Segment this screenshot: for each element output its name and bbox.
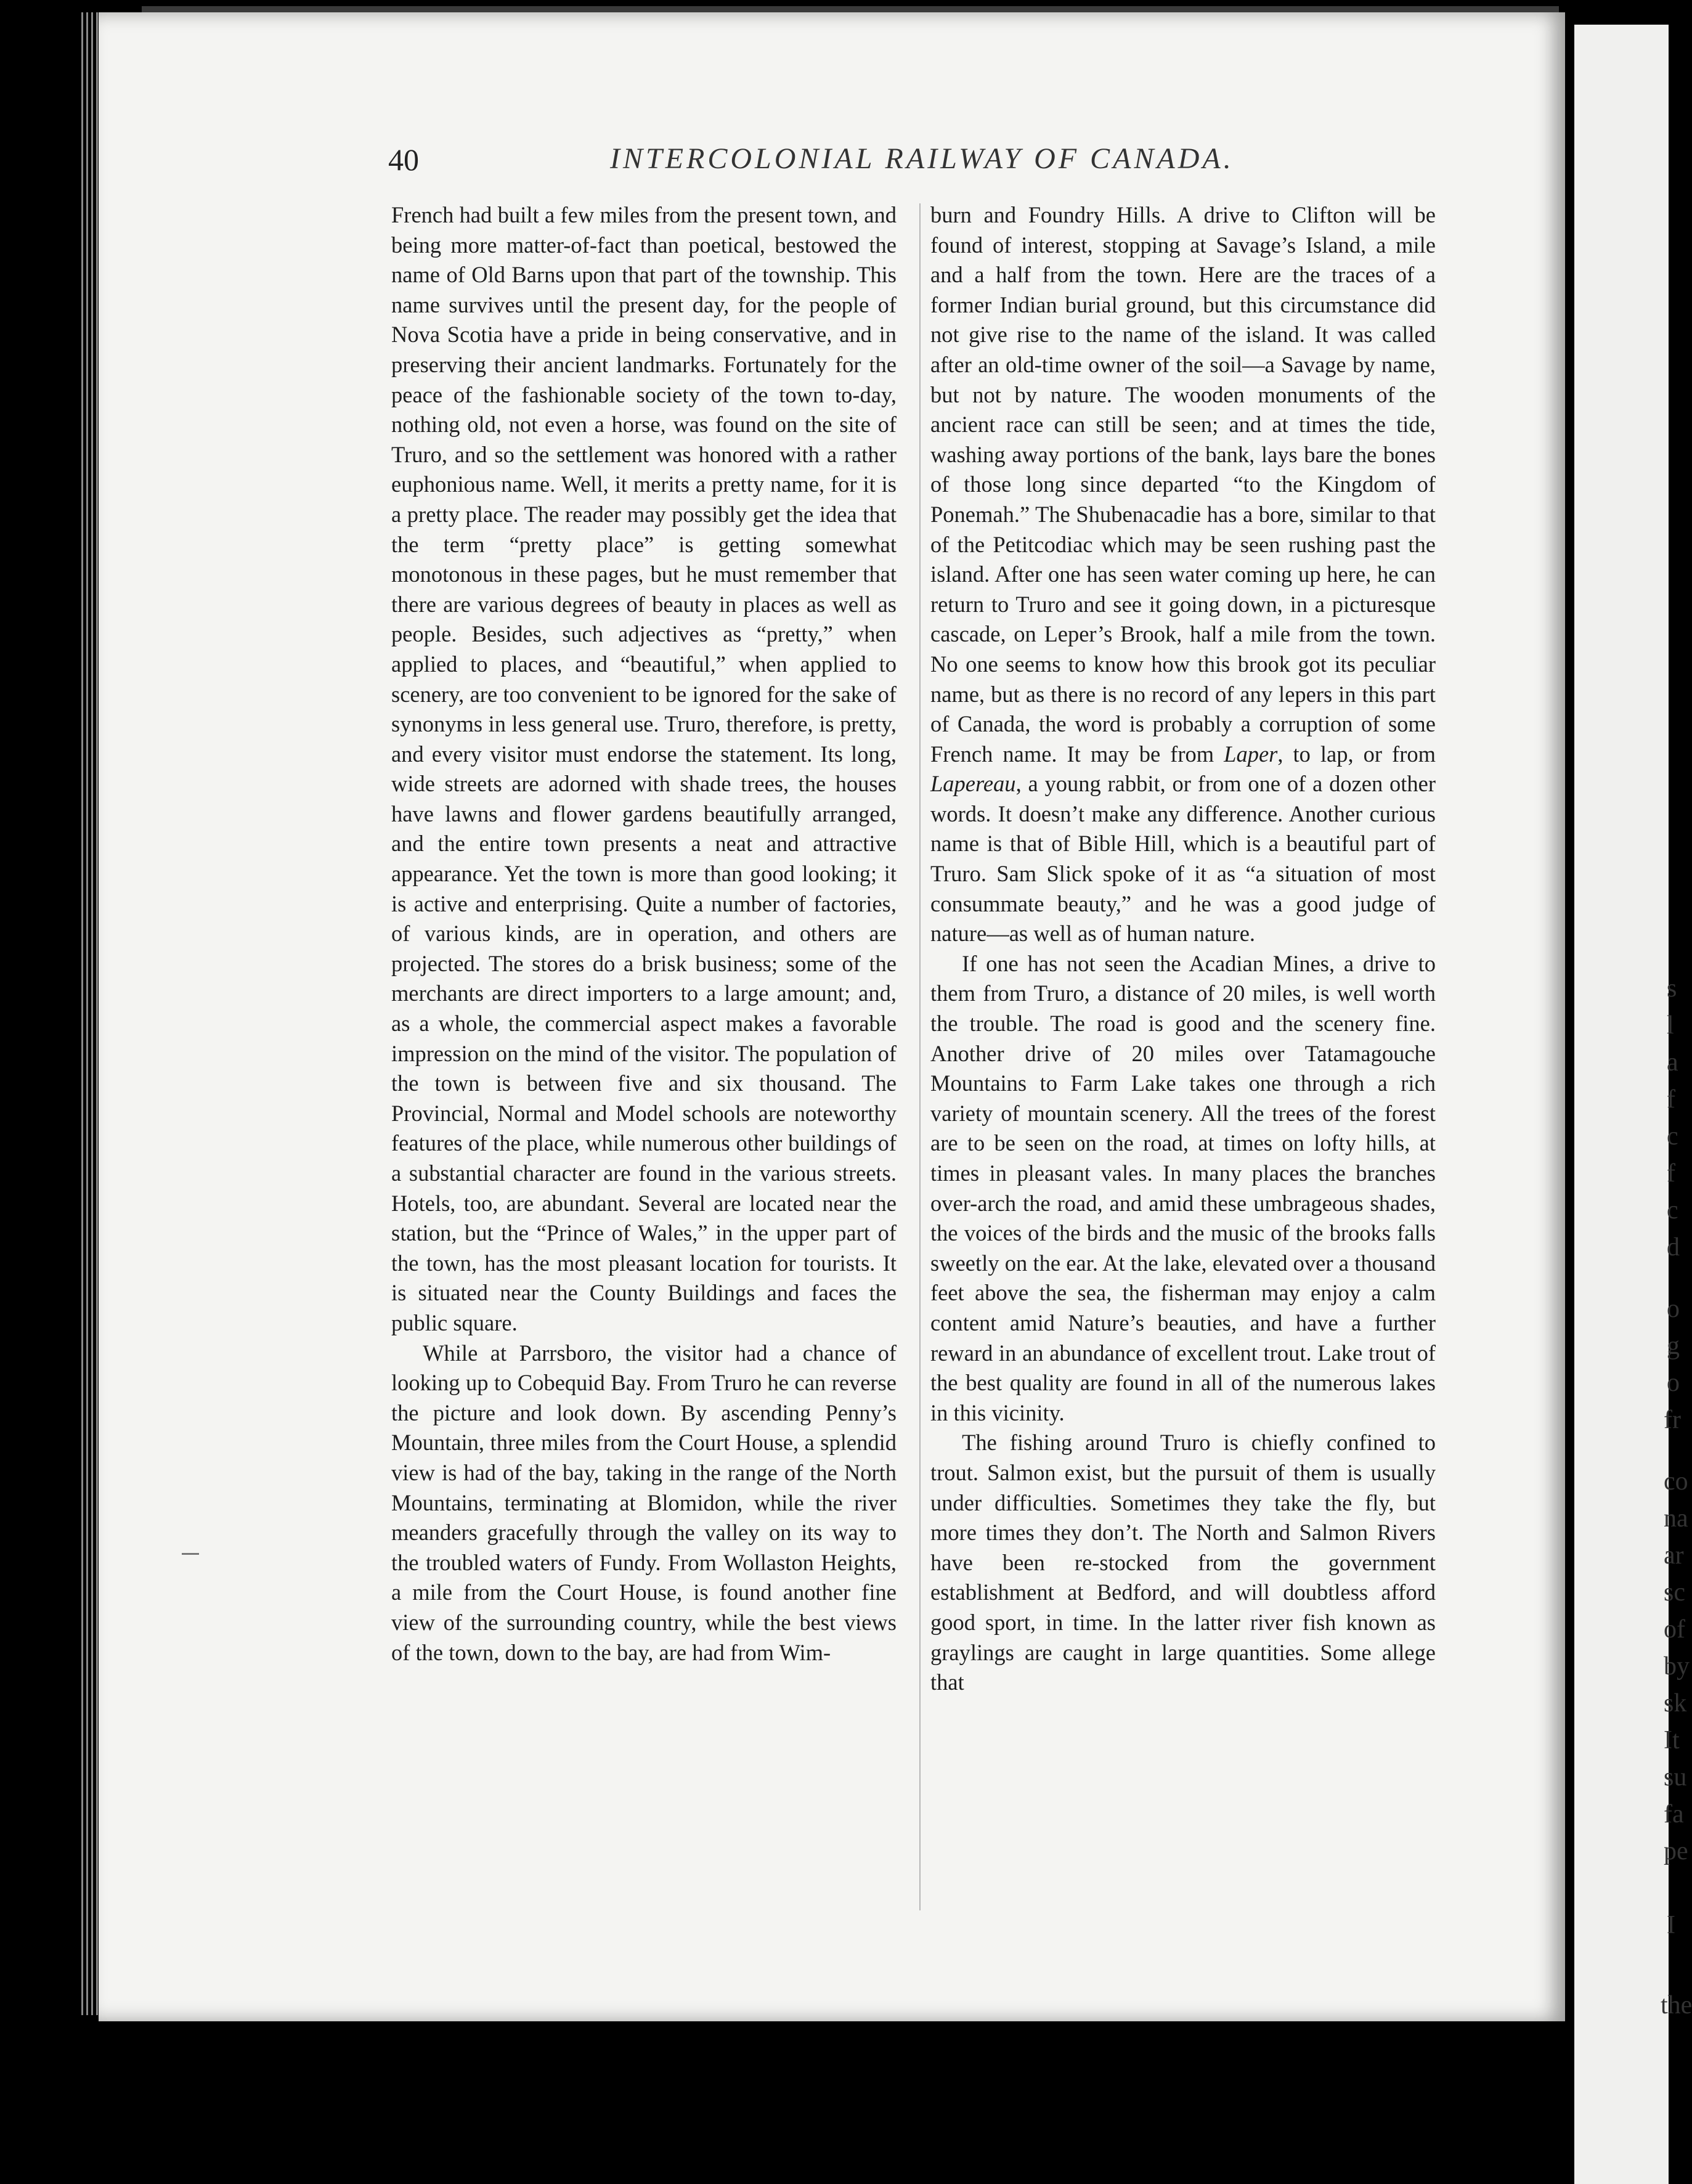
facing-page-fragment: co <box>1664 1467 1688 1496</box>
paragraph: While at Parrsboro, the visitor had a chance of looking up to Cobequid Bay. From Truro he can reverse the picture and look down. By ascending Penny’s Mountain, three miles from the Court House, a splendid view is had of the bay, taking in the range of the North Mountains, terminating at Blomidon, while the river meanders gracefully through the valley on its way to the troubled waters of Fundy. From Wollaston Heights, a mile from the Court House, is found another fine view of the surrounding country, while the best views of the town, down to the bay, are had from Wim- <box>391 1340 897 1665</box>
paragraph: If one has not seen the Acadian Mines, a drive to them from Truro, a distance of 20 miles, is well worth the trouble. The road is good and the scenery fine. Another drive of 20 miles over Tatamagouche Mountains to Farm Lake takes one through a rich variety of mountain scenery. All the trees of the forest are to be seen on the road, at times on lofty hills, at times in pleasant vales. In many places the branches over-arch the road, and amid these umbrageous shades, the voices of the birds and the music of the brooks falls sweetly on the ear. At the lake, elevated over a thousand feet above the sea, the fisherman may enjoy a calm content amid Nature’s beauties, and have a further reward in an abundance of excellent trout. Lake trout of the best quality are found in all of the numerous lakes in this vicinity. <box>930 950 1436 1425</box>
facing-page-fragment: f <box>1667 1085 1675 1114</box>
text-run: , a young rabbit, or from one of a dozen other words. It doesn’t make any difference. Another curious name is that of Bible Hill, which is a beautiful part of Truro. Sam Slick spoke of it as “a situation of most consummate beauty,” and he was a good judge of nature—as well as of human nature. <box>930 771 1436 947</box>
facing-page-fragment: na <box>1664 1504 1688 1533</box>
italic-word: Lapereau <box>930 771 1016 797</box>
facing-page-fragment: g <box>1667 1332 1680 1360</box>
facing-page-fragment: a <box>1667 1048 1678 1077</box>
facing-page-fragment: sc <box>1664 1578 1685 1607</box>
text-run: burn and Foundry Hills. A drive to Clifton will be found of interest, stopping at Savage’s Island, a mile and a half from the town. Here are the traces of a former Indian burial ground, but this circumstance did not give rise to the name of the island. It was called after an old-time owner of the soil—a Savage by name, but not by nature. The wooden monuments of the ancient race can still be seen; and at times the tide, washing away portions of the bank, lays bare the bones of those long since departed “to the Kingdom of Ponemah.” The Shubenacadie has a bore, similar to that of the Petitcodiac which may be seen rushing past the island. After one has seen water coming up here, he can return to Truro and see it going down, in a picturesque cascade, on Leper’s Brook, half a mile from the town. No one seems to know how this brook got its peculiar name, but as there is no record of any lepers in this part of Canada, the word is probably a corruption of some French name. It may be from <box>930 202 1436 767</box>
facing-page-fragment: c <box>1667 1122 1678 1151</box>
paragraph <box>930 200 1436 949</box>
stack-edge <box>91 12 93 2015</box>
facing-page-fragment: fr <box>1664 1406 1681 1434</box>
facing-page-fragment: o <box>1667 1295 1680 1323</box>
italic-word: Laper <box>1224 741 1278 767</box>
running-title: INTERCOLONIAL RAILWAY OF CANADA. <box>610 142 1234 175</box>
facing-page-fragment: fa <box>1664 1800 1684 1828</box>
text-run: , to lap, or from <box>1277 741 1436 767</box>
facing-page-fragment: l <box>1667 1011 1674 1040</box>
facing-page-fragment: o <box>1667 1369 1680 1397</box>
right-column <box>930 200 1436 1907</box>
facing-page-fragment: f <box>1667 1159 1675 1188</box>
facing-page-edge <box>1574 25 1692 2184</box>
stack-edge <box>86 12 88 2015</box>
stack-edge <box>81 12 83 2015</box>
facing-page-fragment: It <box>1664 1726 1680 1754</box>
facing-page-fragment: I <box>1667 1911 1675 1939</box>
facing-page-fragment: c <box>1667 1196 1678 1224</box>
facing-page-fragment: pe <box>1664 1837 1688 1865</box>
facing-page-fragment: s <box>1667 974 1677 1003</box>
facing-page-fragment: the <box>1661 1991 1692 2019</box>
facing-page-fragment: ar <box>1664 1541 1684 1570</box>
facing-page-fragment: of <box>1664 1615 1685 1644</box>
column-divider <box>919 203 921 1910</box>
left-column <box>391 200 897 1907</box>
paragraph: The fishing around Truro is chiefly confined to trout. Salmon exist, but the pursuit of them is usually under difficulties. Sometimes they take the fly, but more times they don’t. The North and Salmon Rivers have been re-stocked from the government establishment at Bedford, and will doubtless afford good sport, in time. In the latter river fish known as graylings are caught in large quantities. Some allege that <box>930 1430 1436 1695</box>
facing-page-fragment: sk <box>1664 1689 1687 1717</box>
page-header <box>388 142 1473 185</box>
paragraph: French had built a few miles from the present town, and being more matter-of-fact than poetical, bestowed the name of Old Barns upon that part of the township. This name survives until the present day, for the people of Nova Scotia have a pride in being conservative, and in preserving their ancient landmarks. Fortunately for the peace of the fashionable society of the town to-day, nothing old, not even a horse, was found on the site of Truro, and so the settlement was honored with a rather euphonious name. Well, it merits a pretty name, for it is a pretty place. The reader may possibly get the idea that the term “pretty place” is getting somewhat monotonous in these pages, but he must remember that there are various degrees of beauty in places as well as people. Besides, such adjectives as “pretty,” when applied to places, and “beautiful,” when applied to scenery, are too convenient to be ignored for the sake of synonyms in less general use. Truro, therefore, is pretty, and every visitor must endorse the statement. Its long, wide streets are adorned with shade trees, the houses have lawns and flower gardens beautifully arranged, and the entire town presents a neat and attractive appearance. Yet the town is more than good looking; it is active and enterprising. Quite a number of factories, of various kinds, are in operation, and others are projected. The stores do a brisk business; some of the merchants are direct importers to a large amount; and, as a whole, the commercial aspect makes a favorable impression on the mind of the visitor. The population of the town is between five and six thousand. The Provincial, Normal and Model schools are noteworthy features of the place, while numerous other buildings of a substantial character are found in the various streets. Hotels, too, are abundant. Several are located near the station, but the “Prince of Wales,” in the upper part of the town, has the most pleasant location for tourists. It is situated near the County Buildings and faces the public square. <box>391 202 897 1335</box>
facing-page-fragment: by <box>1664 1652 1690 1681</box>
facing-page-fragment: su <box>1664 1763 1687 1791</box>
stack-edge <box>96 12 98 2015</box>
page-number: 40 <box>388 142 419 177</box>
margin-mark <box>182 1553 199 1555</box>
facing-page-fragment: d <box>1667 1233 1680 1261</box>
